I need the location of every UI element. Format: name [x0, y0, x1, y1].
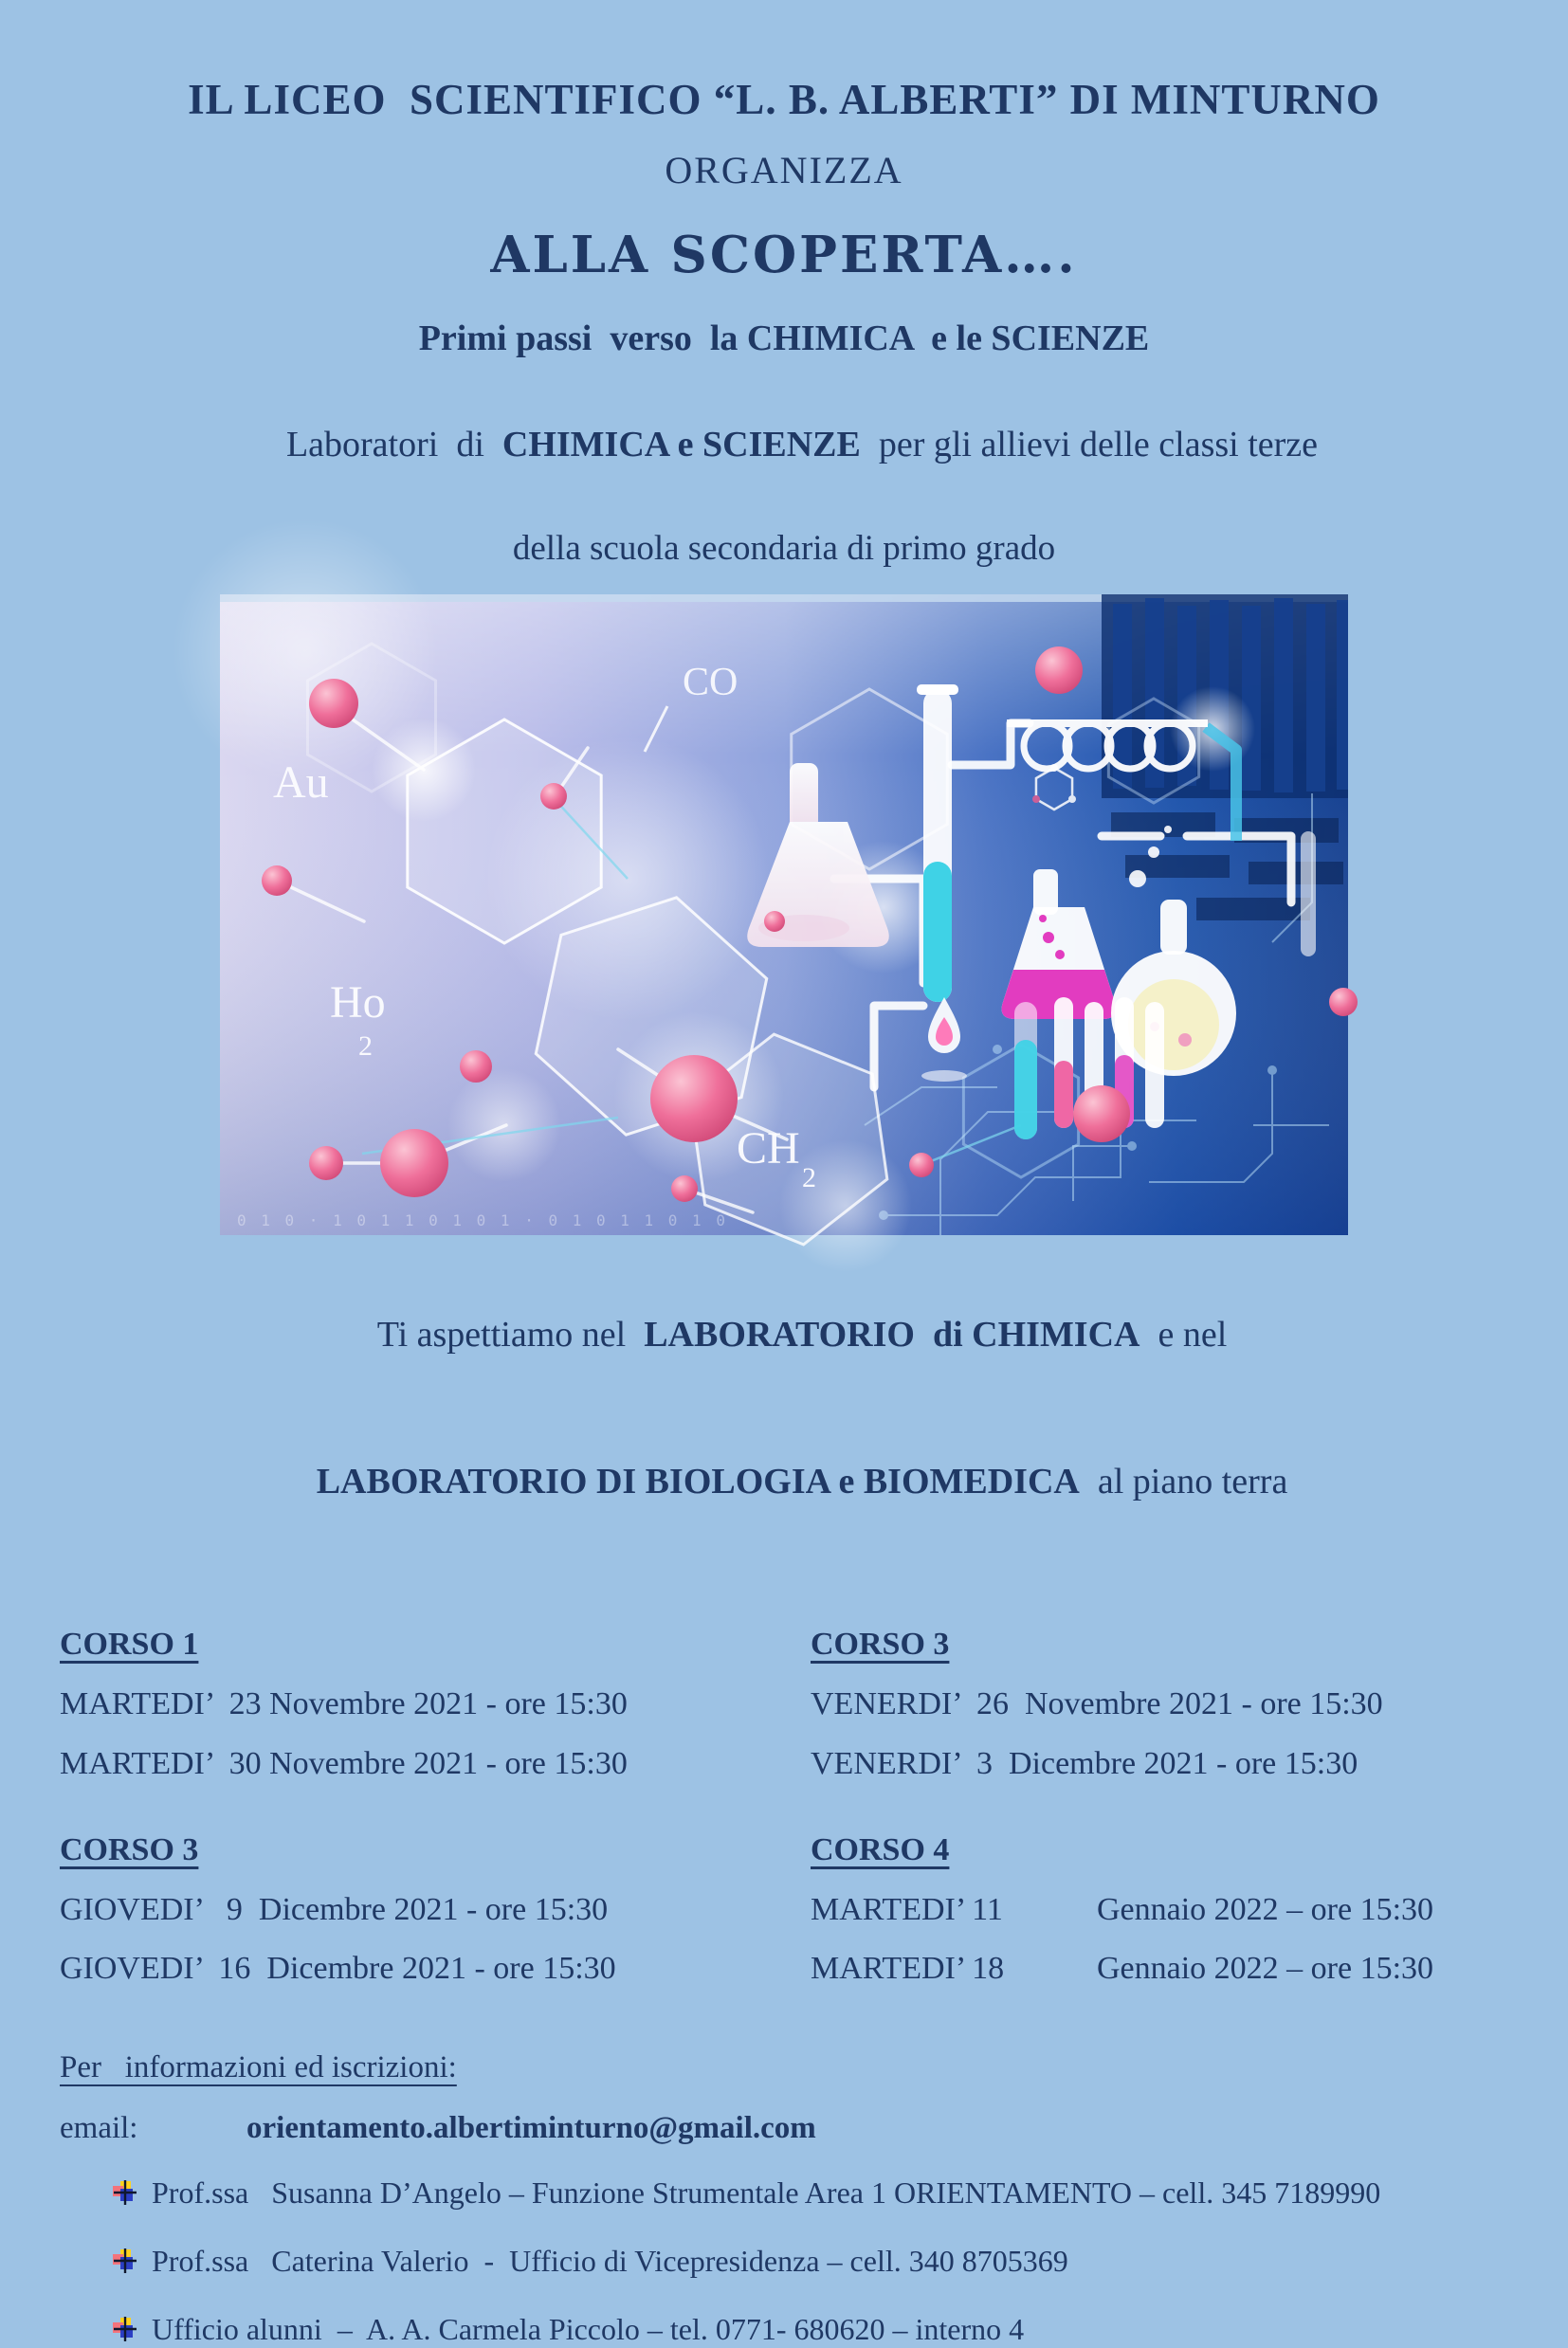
- course-3l-row-1: GIOVEDI’ 9 Dicembre 2021 - ore 15:30: [60, 1891, 609, 1927]
- info-section: [60, 1989, 1568, 2348]
- contact-list: [112, 2174, 1568, 2348]
- lab-line-pre: Laboratori di: [285, 424, 502, 464]
- course-1-row-2: MARTEDI’ 30 Novembre 2021 - ore 15:30: [60, 1745, 628, 1781]
- contact-item-orientation: [112, 2174, 1568, 2211]
- label-ho-sub: 2: [358, 1030, 373, 1063]
- invite1-pre: Ti aspettiamo nel: [376, 1314, 645, 1355]
- flyer-title: IL LICEO SCIENTIFICO “L. B. ALBERTI” DI MINTURNO: [188, 76, 1380, 123]
- course-1-row-1: MARTEDI’ 23 Novembre 2021 - ore 15:30: [60, 1686, 628, 1722]
- invite1-post: e nel: [1140, 1314, 1228, 1355]
- info-heading: Per informazioni ed iscrizioni:: [60, 2050, 457, 2085]
- contact-text: Prof.ssa Susanna D’Angelo – Funzione Strumentale Area 1 ORIENTAMENTO – cell. 345 7189990: [152, 2175, 1381, 2211]
- course-4-row-1-rest: Gennaio 2022 – ore 15:30: [1097, 1891, 1434, 1927]
- email-label: email:: [60, 2110, 138, 2145]
- course-group-3l: [60, 1831, 811, 1989]
- event-tagline: Primi passi verso la CHIMICA e le SCIENZE: [418, 319, 1150, 359]
- label-ch-sub: 2: [802, 1162, 816, 1194]
- lab-line-bold: CHIMICA e SCIENZE: [501, 424, 861, 464]
- course-4-row-2: [811, 1950, 1568, 1989]
- course-3r-row-2: VENERDI’ 3 Dicembre 2021 - ore 15:30: [811, 1745, 1358, 1781]
- email-row: [60, 2110, 1568, 2148]
- label-ch: CH: [737, 1123, 800, 1174]
- course-4-row-1-day: MARTEDI’ 11: [811, 1891, 1003, 1927]
- label-au: Au: [273, 757, 329, 809]
- course-3r-heading: CORSO 3: [811, 1627, 950, 1663]
- course-schedule: [60, 1626, 1568, 1989]
- invite2-bold: LABORATORIO DI BIOLOGIA e BIOMEDICA: [316, 1462, 1080, 1502]
- school-line: della scuola secondaria di primo grado: [512, 528, 1056, 568]
- invitation-line-2: [0, 1420, 1568, 1544]
- organizza-line: ORGANIZZA: [665, 148, 903, 191]
- contact-text: Prof.ssa Caterina Valerio - Ufficio di Vicepresidenza – cell. 340 8705369: [152, 2244, 1068, 2279]
- contact-text: Ufficio alunni – A. A. Carmela Piccolo – tel. 0771- 680620 – interno 4: [152, 2312, 1025, 2347]
- contact-item-vicepresidency: [112, 2242, 1568, 2280]
- lab-description-line: [0, 386, 1568, 504]
- colored-cross-bullet-icon: [112, 2248, 137, 2273]
- colored-cross-bullet-icon: [112, 2317, 137, 2341]
- email-address: orientamento.albertiminturno@gmail.com: [246, 2110, 816, 2145]
- lab-line-post: per gli allievi delle classi terze: [860, 424, 1319, 464]
- invitation-line-1: [0, 1273, 1568, 1397]
- course-4-row-1: [811, 1891, 1568, 1930]
- course-3l-row-2: GIOVEDI’ 16 Dicembre 2021 - ore 15:30: [60, 1951, 616, 1987]
- invite1-bold: LABORATORIO di CHIMICA: [644, 1314, 1140, 1355]
- course-4-row-2-day: MARTEDI’ 18: [811, 1951, 1005, 1987]
- contact-item-student-office: [112, 2310, 1568, 2348]
- course-group-1: [60, 1626, 811, 1783]
- course-4-row-2-rest: Gennaio 2022 – ore 15:30: [1097, 1951, 1434, 1987]
- colored-cross-bullet-icon: [112, 2180, 137, 2205]
- event-title: ALLA SCOPERTA….: [490, 225, 1078, 284]
- course-1-heading: CORSO 1: [60, 1627, 199, 1663]
- course-4-heading: CORSO 4: [811, 1831, 950, 1867]
- chemistry-illustration: [220, 594, 1348, 1235]
- invite2-post: al piano terra: [1079, 1462, 1288, 1502]
- label-co: CO: [683, 661, 738, 705]
- label-ho: Ho: [330, 977, 386, 1028]
- course-group-4: [811, 1831, 1568, 1989]
- course-group-3r: [811, 1626, 1568, 1783]
- course-3r-row-1: VENERDI’ 26 Novembre 2021 - ore 15:30: [811, 1686, 1383, 1722]
- binary-strip: 0 1 0 · 1 0 1 1 0 1 0 1 · 0 1 0 1 1 0 1 0: [237, 1211, 728, 1230]
- course-3l-heading: CORSO 3: [60, 1831, 199, 1867]
